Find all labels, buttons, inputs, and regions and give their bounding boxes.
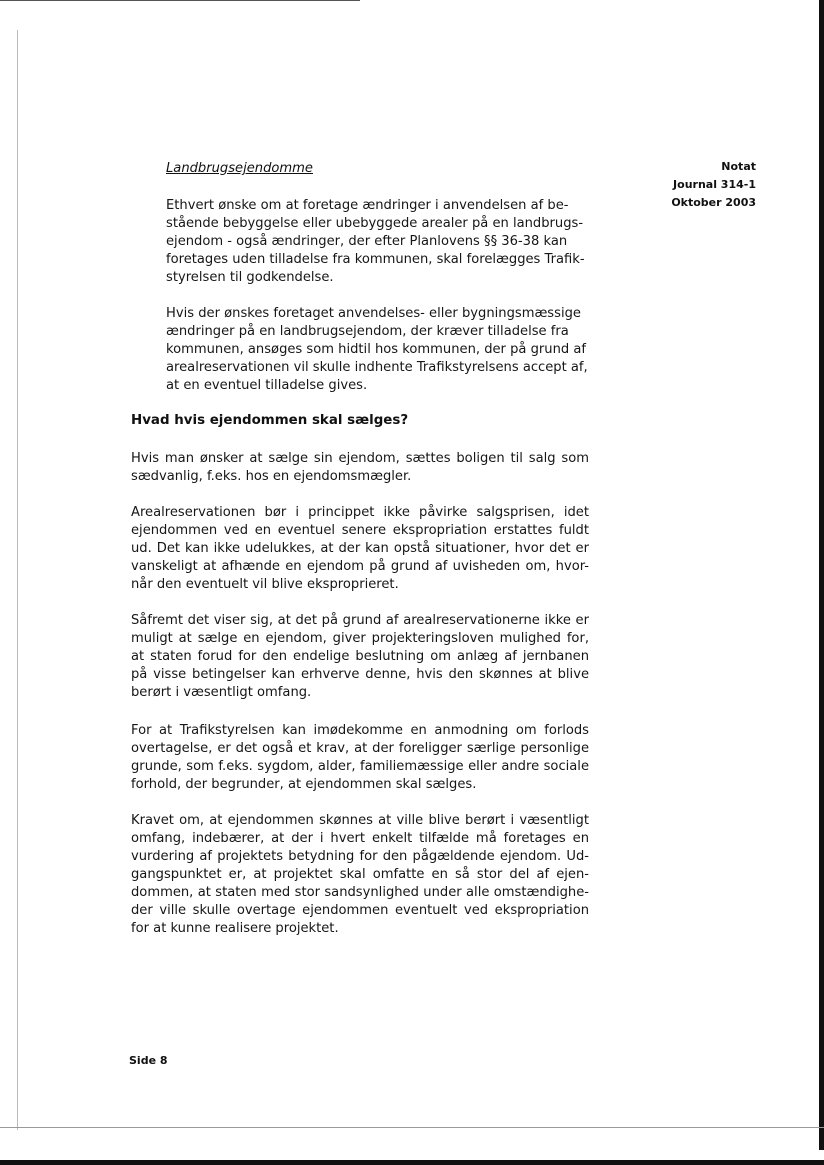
text-line: omfang, indebærer, at der i hvert enkelt tilfælde må foretages en xyxy=(131,831,589,846)
text-line: gangspunktet er, at projektet skal omfatte en så stor del af ejen- xyxy=(131,867,589,882)
text-line: Ethvert ønske om at foretage ændringer i anvendelsen af be- xyxy=(166,198,569,213)
text-line: berørt i væsentligt omfang. xyxy=(131,685,312,700)
intro-paragraph-1 xyxy=(166,197,584,287)
question-heading: Hvad hvis ejendommen skal sælges? xyxy=(131,413,409,428)
text-line: ud. Det kan ikke udelukkes, at der kan opstå situationer, hvor det er xyxy=(131,541,589,556)
text-line: foretages uden tilladelse fra kommunen, skal forelægges Trafik- xyxy=(166,252,585,267)
body-paragraph-5 xyxy=(131,812,589,938)
scan-edge-left xyxy=(17,30,18,1130)
body-paragraph-1 xyxy=(131,450,589,486)
scan-edge-right xyxy=(819,0,824,1150)
body-paragraph-2 xyxy=(131,504,589,594)
text-line: kommunen, ansøges som hidtil hos kommunen, der på grund af xyxy=(166,342,587,357)
scan-edge-footer xyxy=(0,1160,824,1165)
text-line: Arealreservationen bør i princippet ikke påvirke salgsprisen, idet xyxy=(131,505,589,520)
text-line: når den eventuelt vil blive eksproprieret. xyxy=(131,577,399,592)
text-line: For at Trafikstyrelsen kan imødekomme en anmodning om forlods xyxy=(131,723,589,738)
text-line: sædvanlig, f.eks. hos en ejendomsmægler. xyxy=(131,469,412,484)
text-line: Såfremt det viser sig, at det på grund af arealreservationerne ikke er xyxy=(131,613,589,628)
text-line: vanskeligt at afhænde en ejendom på grund af uvisheden om, hvor- xyxy=(131,559,589,574)
journal-label: Journal 314-1 xyxy=(673,178,756,191)
text-line: grunde, som f.eks. sygdom, alder, familiemæssige eller andre sociale xyxy=(131,759,589,774)
doc-type-label: Notat xyxy=(721,160,756,173)
document-meta xyxy=(671,158,756,212)
intro-paragraph-2 xyxy=(166,305,588,395)
scan-edge-bottom xyxy=(0,1127,824,1128)
text-line: muligt at sælge en ejendom, giver projekteringsloven mulighed for, xyxy=(131,631,589,646)
text-line: stående bebyggelse eller ubebyggede arealer på en landbrugs- xyxy=(166,216,584,231)
body-paragraph-3 xyxy=(131,612,589,702)
text-line: Hvis man ønsker at sælge sin ejendom, sættes boligen til salg som xyxy=(131,451,589,466)
scan-edge-top xyxy=(0,0,360,1)
page-number: Side 8 xyxy=(129,1054,168,1067)
text-line: styrelsen til godkendelse. xyxy=(166,270,334,285)
text-line: Hvis der ønskes foretaget anvendelses- eller bygningsmæssige xyxy=(166,306,581,321)
text-line: forhold, der begrunder, at ejendommen skal sælges. xyxy=(131,777,477,792)
text-line: på visse betingelser kan erhverve denne, hvis den skønnes at blive xyxy=(131,667,589,682)
text-line: dommen, at staten med stor sandsynlighed under alle omstændighe- xyxy=(131,885,589,900)
date-label: Oktober 2003 xyxy=(671,196,756,209)
text-line: der ville skulle overtage ejendommen eventuelt ved ekspropriation xyxy=(131,903,589,918)
text-line: Kravet om, at ejendommen skønnes at ville blive berørt i væsentligt xyxy=(131,813,589,828)
text-line: ejendommen ved en eventuel senere ekspropriation erstattes fuldt xyxy=(131,523,589,538)
text-line: ændringer på en landbrugsejendom, der kræver tilladelse fra xyxy=(166,324,569,339)
text-line: overtagelse, er det også et krav, at der foreligger særlige personlige xyxy=(131,741,589,756)
body-paragraph-4 xyxy=(131,722,589,794)
section-title: Landbrugsejendomme xyxy=(166,161,313,176)
text-line: for at kunne realisere projektet. xyxy=(131,921,339,936)
text-line: arealreservationen vil skulle indhente Trafikstyrelsens accept af, xyxy=(166,360,588,375)
text-line: vurdering af projektets betydning for den pågældende ejendom. Ud- xyxy=(131,849,589,864)
text-line: at staten forud for den endelige beslutning om anlæg af jernbanen xyxy=(131,649,589,664)
text-line: ejendom - også ændringer, der efter Planlovens §§ 36-38 kan xyxy=(166,234,568,249)
text-line: at en eventuel tilladelse gives. xyxy=(166,378,368,393)
